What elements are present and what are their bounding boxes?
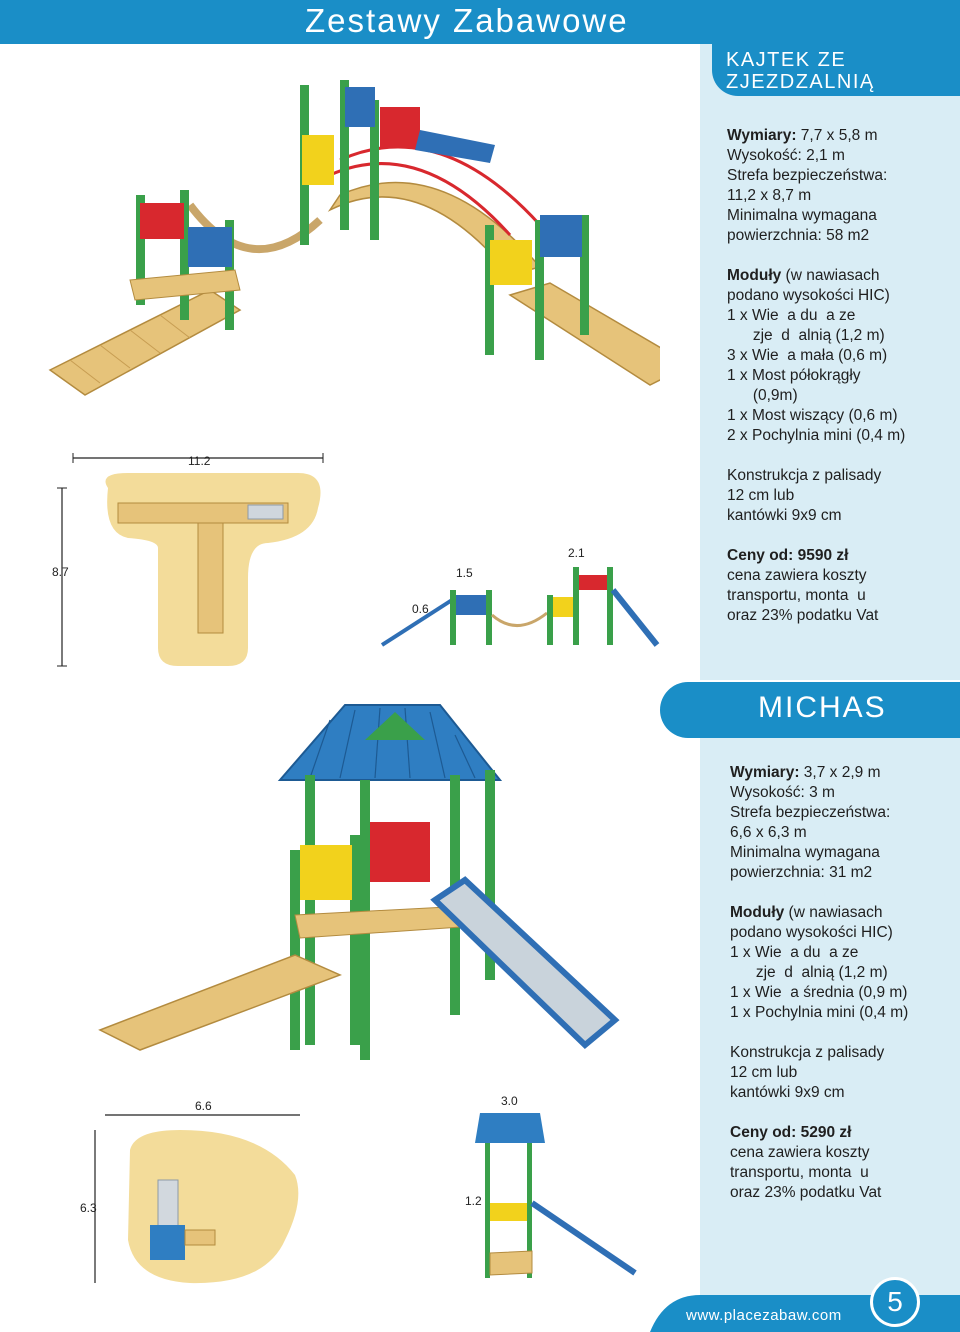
product-2-illustration bbox=[95, 700, 635, 1070]
yellow-panel bbox=[300, 845, 352, 900]
ramp bbox=[100, 955, 340, 1050]
elevation-height-3: 2.1 bbox=[568, 546, 585, 560]
price bbox=[727, 546, 905, 566]
safety-zone-value: 11,2 x 8,7 m bbox=[727, 187, 812, 204]
product-2-title-tab bbox=[660, 682, 960, 738]
product-1-info bbox=[727, 126, 905, 626]
construction-line: Konstrukcja z palisady bbox=[730, 1044, 885, 1061]
module-item: 1 x Most wiszący (0,6 m) bbox=[727, 407, 898, 424]
safety-zone-label: Strefa bezpieczeństwa: bbox=[727, 167, 888, 184]
product-1-title-line-2: ZJEZDZALNIĄ bbox=[726, 71, 875, 93]
modules-heading bbox=[727, 266, 905, 286]
dimensions-value: 3,7 x 2,9 m bbox=[799, 764, 881, 781]
header-bar bbox=[0, 0, 960, 44]
product-2-info bbox=[730, 763, 908, 1203]
price bbox=[730, 1123, 908, 1143]
product-1-title-tab bbox=[712, 44, 960, 96]
product-1-title-line-1: KAJTEK ZE bbox=[726, 49, 847, 71]
module-item: 1 x Wie a du a ze bbox=[727, 307, 856, 324]
modules-label: Moduły bbox=[730, 904, 785, 921]
slide bbox=[435, 880, 615, 1045]
red-panel bbox=[370, 822, 430, 882]
module-item: 1 x Most półokrągły bbox=[727, 367, 861, 384]
elevation-height-2: 1.5 bbox=[456, 566, 473, 580]
module-item: (0,9m) bbox=[727, 387, 798, 404]
construction-line: kantówki 9x9 cm bbox=[727, 507, 842, 524]
min-area-value: powierzchnia: 31 m2 bbox=[730, 864, 873, 881]
price-label: Ceny od: 5290 zł bbox=[730, 1124, 852, 1141]
elevation-height-2: 3.0 bbox=[501, 1094, 518, 1108]
product-1-title bbox=[726, 49, 875, 93]
module-item: 1 x Pochylnia mini (0,4 m) bbox=[730, 1004, 909, 1021]
elevation-height-1: 1.2 bbox=[465, 1194, 482, 1208]
dimensions-label: Wymiary: bbox=[730, 764, 800, 781]
website-link[interactable]: www.placezabaw.com bbox=[686, 1307, 842, 1324]
price-note: transportu, monta u bbox=[727, 587, 866, 604]
product-1-height: Wysokość: 2,1 m bbox=[727, 147, 845, 164]
product-2-title: MICHAS bbox=[758, 691, 887, 724]
price-note: oraz 23% podatku Vat bbox=[727, 607, 879, 624]
modules-intro-2: podano wysokości HIC) bbox=[727, 287, 890, 304]
min-area-value: powierzchnia: 58 m2 bbox=[727, 227, 870, 244]
plan-width-label: 11.2 bbox=[188, 454, 211, 468]
module-item: 2 x Pochylnia mini (0,4 m) bbox=[727, 427, 906, 444]
elevation-height-1: 0.6 bbox=[412, 602, 429, 616]
price-note: transportu, monta u bbox=[730, 1164, 869, 1181]
product-2-floor-plan bbox=[70, 1090, 360, 1290]
price-note: cena zawiera koszty bbox=[727, 567, 867, 584]
safety-zone-value: 6,6 x 6,3 m bbox=[730, 824, 807, 841]
price-label: Ceny od: 9590 zł bbox=[727, 547, 849, 564]
module-item: 1 x Wie a du a ze bbox=[730, 944, 859, 961]
plan-depth-label: 8.7 bbox=[52, 565, 69, 579]
modules-intro: (w nawiasach bbox=[784, 904, 883, 921]
product-1-dimensions bbox=[727, 126, 905, 146]
left-ramp bbox=[50, 290, 240, 395]
modules-intro-2: podano wysokości HIC) bbox=[730, 924, 893, 941]
price-note: cena zawiera koszty bbox=[730, 1144, 870, 1161]
construction-line: Konstrukcja z palisady bbox=[727, 467, 882, 484]
dimensions-value: 7,7 x 5,8 m bbox=[796, 127, 878, 144]
product-1-illustration bbox=[40, 55, 660, 400]
plan-width-label: 6.6 bbox=[195, 1099, 212, 1113]
modules-heading bbox=[730, 903, 908, 923]
min-area-label: Minimalna wymagana bbox=[730, 844, 880, 861]
safety-zone-label: Strefa bezpieczeństwa: bbox=[730, 804, 891, 821]
price-note: oraz 23% podatku Vat bbox=[730, 1184, 882, 1201]
modules-label: Moduły bbox=[727, 267, 782, 284]
product-2-height: Wysokość: 3 m bbox=[730, 784, 835, 801]
min-area-label: Minimalna wymagana bbox=[727, 207, 877, 224]
dimensions-label: Wymiary: bbox=[727, 127, 797, 144]
product-1-floor-plan bbox=[18, 448, 363, 676]
construction-line: 12 cm lub bbox=[730, 1064, 798, 1081]
module-item: 3 x Wie a mała (0,6 m) bbox=[727, 347, 888, 364]
product-2-dimensions bbox=[730, 763, 908, 783]
page-number: 5 bbox=[870, 1277, 920, 1327]
module-item: 1 x Wie a średnia (0,9 m) bbox=[730, 984, 908, 1001]
module-item: zje d alnią (1,2 m) bbox=[730, 964, 888, 981]
construction-line: 12 cm lub bbox=[727, 487, 795, 504]
module-item: zje d alnią (1,2 m) bbox=[727, 327, 885, 344]
plan-depth-label: 6.3 bbox=[80, 1201, 97, 1215]
modules-intro: (w nawiasach bbox=[781, 267, 880, 284]
construction-line: kantówki 9x9 cm bbox=[730, 1084, 845, 1101]
product-2-elevation bbox=[455, 1093, 650, 1283]
safety-zone bbox=[128, 1130, 298, 1283]
page-title: Zestawy Zabawowe bbox=[305, 2, 629, 39]
product-1-elevation bbox=[372, 545, 662, 655]
